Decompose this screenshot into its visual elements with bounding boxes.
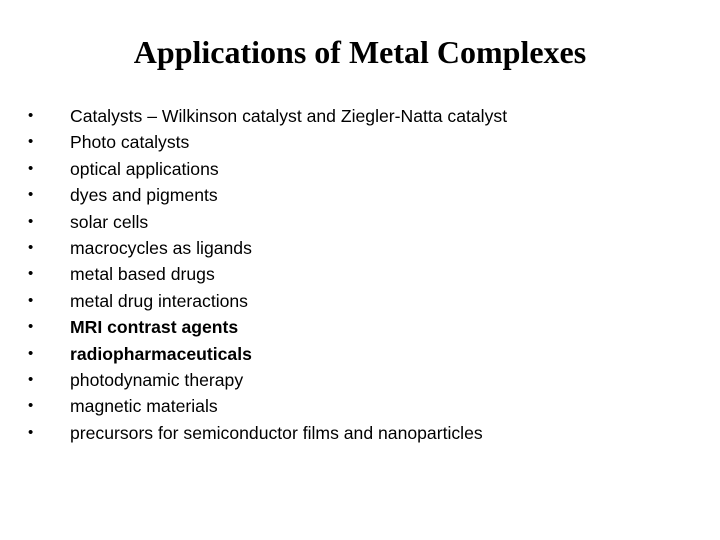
list-item	[28, 103, 507, 129]
list-item-text: solar cells	[70, 211, 149, 232]
list-item	[28, 288, 507, 314]
bullet-icon: •	[28, 159, 34, 177]
list-item-text: metal based drugs	[70, 264, 215, 285]
list-item-text: magnetic materials	[70, 396, 218, 417]
list-item	[28, 235, 507, 261]
list-item	[28, 182, 507, 208]
list-item-text: macrocycles as ligands	[70, 237, 252, 258]
list-item	[28, 156, 507, 182]
list-item	[28, 129, 507, 155]
bullet-icon: •	[28, 186, 34, 204]
list-item	[28, 367, 507, 393]
bullet-icon: •	[28, 370, 34, 388]
list-item	[28, 420, 507, 446]
list-item-text: radiopharmaceuticals	[70, 343, 252, 364]
list-item	[28, 209, 507, 235]
bullet-icon: •	[28, 397, 34, 415]
list-item-text: MRI contrast agents	[70, 317, 239, 338]
slide-title: Applications of Metal Complexes	[133, 34, 587, 70]
list-item-text: Catalysts – Wilkinson catalyst and Ziegler-Natta catalyst	[70, 106, 508, 126]
bullet-icon: •	[28, 212, 34, 230]
bullet-icon: •	[28, 318, 34, 336]
list-item-text: optical applications	[70, 158, 219, 179]
list-item	[28, 393, 507, 419]
list-item-text: metal drug interactions	[70, 290, 248, 311]
list-item-text: dyes and pigments	[70, 185, 218, 206]
list-item	[28, 341, 507, 367]
bullet-icon: •	[28, 238, 34, 256]
bullet-icon: •	[28, 423, 34, 441]
list-item	[28, 261, 507, 287]
bullet-icon: •	[28, 265, 34, 283]
list-item-text: precursors for semiconductor films and nanoparticles	[70, 422, 483, 443]
bullet-icon: •	[28, 107, 34, 124]
bullet-list	[28, 103, 507, 446]
list-item-text: photodynamic therapy	[70, 369, 244, 390]
bullet-icon: •	[28, 133, 34, 151]
list-item-text: Photo catalysts	[70, 132, 190, 153]
bullet-icon: •	[28, 344, 34, 362]
bullet-icon: •	[28, 291, 34, 309]
list-item	[28, 314, 507, 340]
